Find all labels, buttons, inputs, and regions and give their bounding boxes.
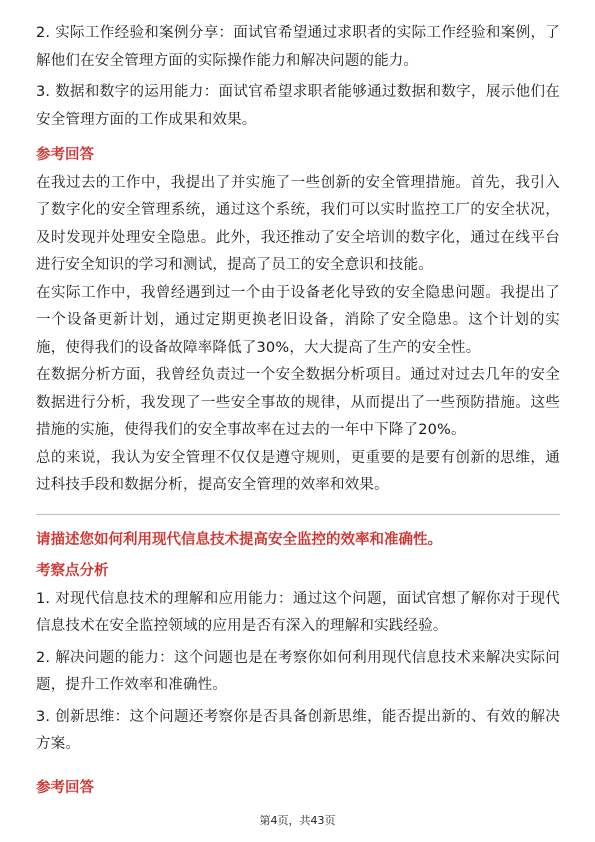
answer-paragraph-3: 在数据分析方面，我曾经负责过一个安全数据分析项目。通过对过去几年的安全数据进行分析，我发现了一些安全事故的规律，从而提出了一些预防措施。这些措施的实施，使得我们的安全事故率在过去的一年中下降了20%。: [36, 367, 560, 438]
analysis-item-3: 3. 创新思维：这个问题还考察你是否具备创新思维，能否提出新的、有效的解决方案。: [36, 708, 560, 752]
page-content: [36, 20, 560, 802]
criteria-item-2: 2. 实际工作经验和案例分享：面试官希望通过求职者的实际工作经验和案例，了解他们在安全管理方面的实际操作能力和解决问题的能力。: [36, 25, 560, 69]
section-divider: [36, 514, 560, 515]
answer-heading: 参考回答: [36, 147, 94, 163]
analysis-heading: 考察点分析: [36, 563, 109, 579]
criteria-item-3: 3. 数据和数字的运用能力：面试官希望求职者能够通过数据和数字，展示他们在安全管理方面的工作成果和效果。: [36, 84, 560, 128]
answer-paragraph-4: 总的来说，我认为安全管理不仅仅是遵守规则，更重要的是要有创新的思维，通过科技手段和数据分析，提高安全管理的效率和效果。: [36, 449, 560, 493]
answer-heading-2: 参考回答: [36, 779, 94, 796]
page-number: 第4页，共43页: [259, 814, 336, 827]
answer-paragraph-2: 在实际工作中，我曾经遇到过一个由于设备老化导致的安全隐患问题。我提出了一个设备更新计划，通过定期更换老旧设备，消除了安全隐患。这个计划的实施，使得我们的设备故障率降低了30%，大大提高了生产的安全性。: [36, 284, 560, 356]
analysis-item-1: 1. 对现代信息技术的理解和应用能力：通过这个问题，面试官想了解你对于现代信息技术在安全监控领域的应用是否有深入的理解和实践经验。: [36, 590, 560, 634]
analysis-item-2: 2. 解决问题的能力：这个问题也是在考察你如何利用现代信息技术来解决实际问题，提升工作效率和准确性。: [36, 649, 560, 693]
question-title: 请描述您如何利用现代信息技术提高安全监控的效率和准确性。: [36, 531, 442, 548]
answer-paragraph-1: 在我过去的工作中，我提出了并实施了一些创新的安全管理措施。首先，我引入了数字化的安全管理系统，通过这个系统，我们可以实时监控工厂的安全状况，及时发现并处理安全隐患。此外，我还推动了安全培训的数字化，通过在线平台进行安全知识的学习和测试，提高了员工的安全意识和技能。: [36, 174, 560, 273]
